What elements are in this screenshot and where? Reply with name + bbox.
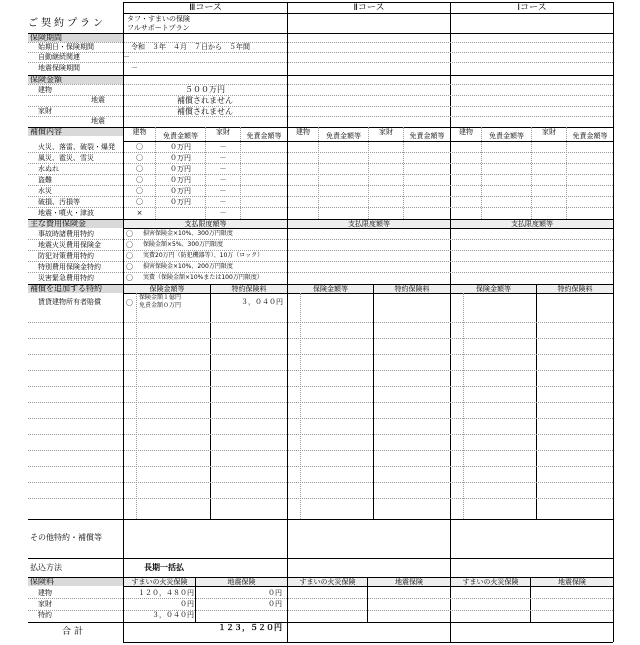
dot-line: [28, 239, 613, 240]
course-3-header: Ⅲコース: [189, 3, 222, 13]
coverage-row-contents: －: [219, 198, 227, 206]
dot-line: [28, 152, 613, 153]
premium-row-label: 建物: [38, 589, 52, 597]
expense-row-mark: 〇: [126, 274, 133, 282]
premium-row-eq: ０円: [268, 600, 282, 608]
riders-section-title: 補償を追加する特約: [30, 284, 102, 293]
course-2-header: Ⅱコース: [353, 3, 385, 13]
plan-name-line1: タフ・すまいの保険: [127, 15, 190, 23]
payment-method-label: 払込方法: [30, 563, 62, 572]
dot-line: [28, 434, 613, 435]
row-line: [123, 13, 613, 14]
dot-line: [28, 207, 613, 208]
period-eq-label: 地震保険期間: [38, 64, 80, 72]
dot-line: [28, 196, 613, 197]
expenses-section-title: 主な費用保険金: [30, 219, 86, 228]
row-line: [123, 293, 613, 294]
amount-building-eq-label: 地震: [91, 96, 105, 104]
cov2-col-deductible: 免責金額等: [326, 132, 361, 140]
dot-line: [28, 106, 613, 107]
prem2-col-eq: 地震保険: [395, 578, 423, 586]
row-line: [28, 75, 613, 76]
coverage-row-label: 水ぬれ: [38, 165, 59, 173]
col-dot: [300, 293, 301, 519]
expense-row-label: 災害緊急費用特約: [38, 274, 94, 282]
coverage-row-deductible: ０万円: [170, 154, 191, 162]
col-line: [613, 2, 614, 642]
dot-line: [28, 402, 613, 403]
rid3-col-premium: 特約保険料: [231, 285, 267, 293]
expense-row-label: 地震火災費用保険金: [38, 241, 101, 249]
col-dot: [463, 293, 464, 519]
prem2-col-fire: すまいの火災保険: [299, 578, 356, 586]
col-dot: [136, 293, 137, 519]
premium-row-fire: ０円: [180, 600, 194, 608]
payment-method-value: 長期一括払: [144, 563, 184, 572]
row-line: [28, 519, 613, 520]
dot-line: [28, 62, 613, 63]
dot-line: [28, 174, 613, 175]
coverage-row-mark: 〇: [136, 143, 143, 151]
dot-line: [28, 84, 613, 85]
rider-row-label: 賃貸建物所有者賠償: [38, 298, 101, 306]
coverage-section-title: 補償内容: [30, 127, 62, 136]
col-dot: [318, 127, 319, 219]
cov3-col-deductible2: 免責金額等: [246, 132, 282, 140]
dot-line: [28, 52, 613, 53]
coverage-row-deductible: ０万円: [170, 198, 191, 206]
dot-line: [28, 272, 613, 273]
cov3-col-contents: 家財: [216, 128, 230, 136]
coverage-row-label: 地震・噴火・津波: [38, 209, 94, 217]
coverage-row-deductible: ０万円: [170, 143, 191, 151]
period-eq-value: －: [131, 64, 138, 72]
period-start-label: 始期日・保険期間: [38, 43, 94, 51]
period-section-title: 保険期間: [30, 33, 62, 42]
coverage-row-mark: 〇: [136, 176, 143, 184]
plan-name-line2: フルサポートプラン: [127, 24, 190, 32]
col-dot: [368, 127, 369, 219]
cov2-col-contents: 家財: [379, 128, 393, 136]
prem1-col-fire: すまいの火災保険: [462, 578, 519, 586]
cov1-col-building: 建物: [459, 128, 473, 136]
col-dot: [566, 127, 567, 219]
expense-row-value: 実費（保険金額×10%または100万円限度）: [143, 274, 263, 281]
cov1-col-deductible: 免責金額等: [489, 132, 524, 140]
exp1-col-limit: 支払限度額等: [511, 220, 553, 228]
dot-line: [28, 354, 613, 355]
dot-line: [28, 610, 613, 611]
course-1-header: Ⅰコース: [517, 3, 547, 13]
premium-total-value: １２３，５２０円: [218, 623, 282, 632]
dot-line: [28, 482, 613, 483]
coverage-row-mark: 〇: [136, 187, 143, 195]
cov1-col-deductible2: 免責金額等: [572, 132, 608, 140]
rider-row-amount1: 保険金額１億円: [139, 294, 182, 301]
row-line: [123, 642, 613, 643]
coverage-row-deductible: ０万円: [170, 187, 191, 195]
row-line: [123, 228, 613, 229]
amount-building-eq-value: 補償されません: [177, 96, 233, 105]
coverage-row-contents: －: [219, 165, 227, 173]
rider-row-mark: 〇: [126, 299, 133, 307]
cov2-col-building: 建物: [296, 128, 310, 136]
premium-row-label: 特約: [38, 611, 52, 619]
amount-contents-value: 補償されません: [177, 107, 233, 116]
premium-row-fire: １２０，４８０円: [138, 589, 194, 597]
expense-row-label: 事故時諸費用特約: [38, 230, 94, 238]
plan-label: ご契約プラン: [28, 18, 106, 29]
coverage-row-deductible: ０万円: [170, 176, 191, 184]
cov3-col-building: 建物: [132, 128, 147, 136]
row-line: [28, 622, 613, 623]
coverage-row-label: 破損、汚損等: [38, 198, 80, 206]
row-line: [123, 586, 613, 587]
prem3-col-eq: 地震保険: [227, 578, 256, 586]
dot-line: [28, 418, 613, 419]
coverage-row-label: 火災、落雷、破裂・爆発: [38, 143, 115, 151]
dot-line: [28, 450, 613, 451]
expense-row-value: 保険金額×5%、300万円限度: [143, 241, 223, 248]
coverage-row-contents: －: [219, 143, 227, 151]
premium-section-title: 保険料: [30, 577, 54, 586]
expense-row-value: 損害保険金×10%、200万円限度: [143, 263, 233, 270]
expense-row-mark: 〇: [126, 252, 133, 260]
row-line: [28, 33, 613, 34]
coverage-row-mark: ×: [136, 209, 143, 217]
coverage-row-mark: 〇: [136, 198, 143, 206]
amount-contents-eq-label: 地震: [91, 117, 105, 125]
dot-line: [28, 370, 613, 371]
col-dot: [403, 127, 404, 219]
rid1-col-amount: 保険金額等: [476, 285, 511, 293]
coverage-row-contents: －: [219, 187, 227, 195]
coverage-row-label: 風災、雹災、雪災: [38, 154, 94, 162]
row-line: [28, 558, 613, 559]
rid3-col-amount: 保険金額等: [149, 285, 185, 293]
prem3-col-fire: すまいの火災保険: [131, 578, 188, 586]
coverage-row-contents: －: [219, 154, 227, 162]
dot-line: [28, 338, 613, 339]
expense-row-mark: 〇: [126, 263, 133, 271]
expense-row-mark: 〇: [126, 230, 133, 238]
exp2-col-limit: 支払限度額等: [348, 220, 390, 228]
premium-row-eq: ０円: [268, 589, 282, 597]
dot-line: [28, 116, 613, 117]
dot-line: [28, 498, 613, 499]
other-riders-label: その他特約・補償等: [30, 533, 102, 542]
expense-row-label: 特別費用保険金特約: [38, 263, 101, 271]
col-dot: [531, 127, 532, 219]
expense-row-value: 実費20万円（防犯機器等）、10万（ロック）: [143, 252, 264, 259]
cov1-col-contents: 家財: [542, 128, 556, 136]
period-start-value: 令和 ３年 ４月 ７日から ５年間: [131, 43, 250, 51]
rider-row-amount2: 免責金額０万円: [139, 302, 182, 309]
premium-row-fire: ３，０４０円: [152, 611, 194, 619]
cov2-col-deductible2: 免責金額等: [409, 132, 445, 140]
coverage-row-mark: 〇: [136, 165, 143, 173]
col-dot: [240, 127, 241, 219]
rid2-col-amount: 保険金額等: [313, 285, 348, 293]
expense-row-mark: 〇: [126, 241, 133, 249]
amount-contents-label: 家財: [38, 107, 52, 115]
rider-row-premium: ３，０４０円: [241, 298, 283, 306]
coverage-row-deductible: ０万円: [170, 165, 191, 173]
cov3-col-deductible: 免責金額等: [163, 132, 198, 140]
coverage-row-contents: －: [219, 176, 227, 184]
premium-row-label: 家財: [38, 600, 52, 608]
premium-total-label: 合計: [62, 627, 87, 637]
exp3-col-limit: 支払限度額等: [184, 220, 227, 228]
dot-line: [28, 163, 613, 164]
coverage-row-contents: －: [219, 209, 227, 217]
period-auto-label: 自動継続関連: [38, 53, 80, 61]
amount-section-title: 保険金額: [30, 75, 62, 84]
amount-building-label: 建物: [38, 86, 52, 94]
prem1-col-eq: 地震保険: [558, 578, 586, 586]
rid1-col-premium: 特約保険料: [557, 285, 593, 293]
coverage-row-mark: 〇: [136, 154, 143, 162]
dot-line: [28, 250, 613, 251]
coverage-row-label: 盗難: [38, 176, 52, 184]
period-auto-value: －: [123, 53, 130, 61]
dot-line: [28, 598, 613, 599]
col-dot: [481, 127, 482, 219]
dot-line: [28, 386, 613, 387]
expense-row-label: 防犯対策費用特約: [38, 252, 94, 260]
dot-line: [28, 42, 613, 43]
dot-line: [28, 261, 613, 262]
dot-line: [28, 95, 613, 96]
dot-line: [28, 322, 613, 323]
coverage-row-label: 水災: [38, 187, 52, 195]
expense-row-value: 損害保険金×10%、300万円限度: [143, 230, 233, 237]
row-line: [28, 127, 613, 128]
dot-line: [28, 185, 613, 186]
rid2-col-premium: 特約保険料: [394, 285, 430, 293]
amount-building-value: ５００万円: [185, 85, 225, 94]
dot-line: [28, 466, 613, 467]
